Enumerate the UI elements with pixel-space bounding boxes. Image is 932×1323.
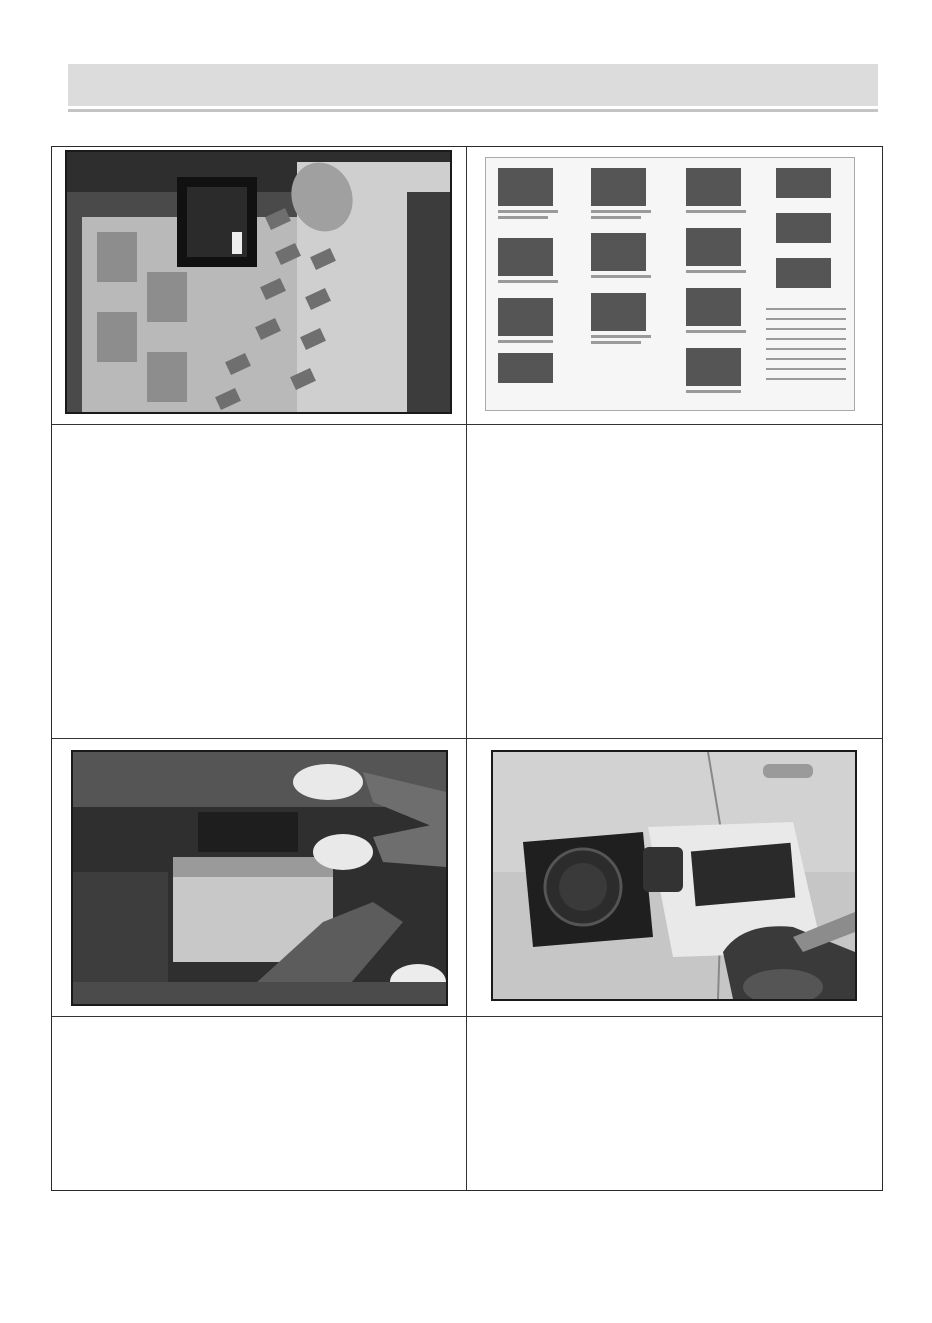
grid-divider-vertical [466,147,467,1190]
fuse-box-photo [65,150,452,414]
header-rule [68,109,878,112]
photo-grid [51,146,883,1191]
fuel-door-photo [491,750,857,1001]
battery-photo [71,750,448,1006]
grid-divider-1 [52,424,882,425]
grid-divider-2 [52,738,882,739]
header-bar [68,64,878,106]
grid-divider-3 [52,1016,882,1017]
manual-page-photo [485,157,855,411]
